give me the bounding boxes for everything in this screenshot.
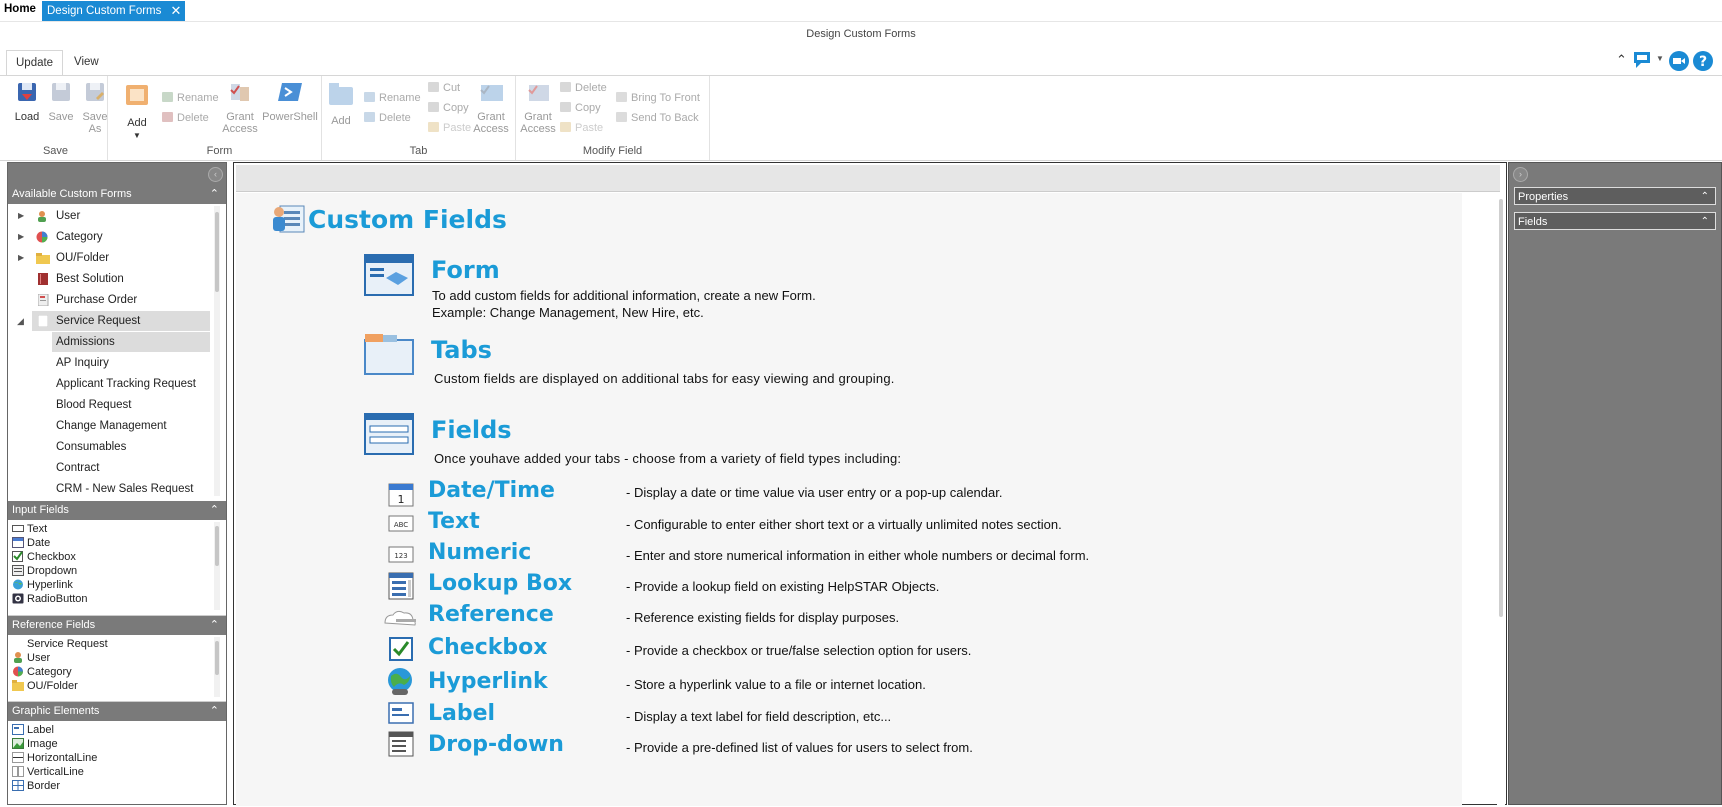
custom-fields-heading: Custom Fields — [308, 205, 507, 234]
add-tab-button[interactable]: Add — [326, 80, 356, 127]
load-button[interactable]: Load — [12, 80, 42, 123]
close-tab-icon[interactable]: ✕ — [170, 3, 182, 18]
ribbon-tab-view-options[interactable]: View — [74, 56, 99, 68]
field-desc-label: - Display a text label for field description, etc... — [626, 709, 892, 724]
collapse-section-icon[interactable]: ⌃ — [1700, 191, 1709, 202]
collapse-left-panel-button[interactable]: ‹ — [208, 167, 223, 182]
lookup-box-icon — [388, 572, 414, 600]
canvas-scroll-thumb[interactable] — [1499, 199, 1503, 617]
label-icon — [12, 724, 24, 735]
grant-access-tab-icon — [479, 80, 503, 104]
collapse-ribbon-icon[interactable]: ⌃ — [1616, 52, 1627, 67]
tree-node-crm-new-sales[interactable]: CRM - New Sales Request — [56, 483, 194, 495]
properties-section[interactable]: Properties ⌃ — [1514, 187, 1716, 205]
delete-field-button[interactable]: Delete — [560, 82, 607, 94]
camera-icon[interactable] — [1668, 50, 1690, 72]
help-icon[interactable] — [1692, 50, 1714, 72]
window-title: Design Custom Forms — [806, 28, 916, 40]
field-type-hyperlink: Hyperlink — [428, 669, 548, 694]
field-type-lookup-box: Lookup Box — [428, 571, 573, 596]
custom-fields-icon — [270, 203, 306, 235]
folder-icon — [12, 680, 24, 691]
add-dropdown-icon[interactable]: ▼ — [133, 131, 141, 140]
field-desc-reference: - Reference existing fields for display purposes. — [626, 610, 900, 625]
input-fields-scrollbar[interactable] — [214, 522, 220, 610]
folder-icon — [36, 253, 50, 264]
copy-tab-button[interactable]: Copy — [428, 102, 469, 114]
form-icon — [364, 254, 414, 296]
tab-label: Design Custom Forms — [47, 5, 162, 17]
fields-section[interactable]: Fields ⌃ — [1514, 212, 1716, 230]
input-field-radiobutton[interactable]: RadioButton — [12, 592, 88, 606]
text-field-icon — [12, 523, 24, 534]
send-to-back-icon — [616, 112, 627, 122]
tree-node-contract[interactable]: Contract — [56, 462, 100, 474]
rename-icon — [162, 92, 173, 102]
dropdown-field-icon — [12, 565, 24, 576]
canvas-tab-strip — [236, 165, 1500, 192]
ribbon — [0, 75, 1722, 161]
tree-node-blood-request[interactable]: Blood Request — [56, 399, 132, 411]
input-fields-list — [8, 520, 226, 616]
form-desc-line1: To add custom fields for additional information, create a new Form. — [432, 288, 816, 303]
collapse-section-icon[interactable]: ⌃ — [209, 504, 219, 516]
scroll-thumb[interactable] — [215, 641, 219, 675]
graphic-element-horizontal-line[interactable]: HorizontalLine — [12, 751, 97, 765]
fields-icon — [364, 413, 414, 455]
ribbon-group-modify-field — [516, 76, 710, 160]
reference-field-service-request[interactable]: Service Request — [12, 637, 108, 651]
ribbon-group-tab — [322, 76, 516, 160]
field-desc-lookup-box: - Provide a lookup field on existing HelpSTAR Objects. — [626, 579, 940, 594]
copy-field-button[interactable]: Copy — [560, 102, 601, 114]
paste-icon — [428, 122, 439, 132]
svg-text:1: 1 — [397, 493, 405, 506]
collapse-section-icon[interactable]: ⌃ — [209, 619, 219, 631]
group-label-save: Save — [42, 145, 69, 157]
checkbox-field-icon — [12, 551, 24, 562]
load-icon — [15, 80, 39, 104]
field-type-datetime: Date/Time — [428, 478, 555, 503]
field-desc-hyperlink: - Store a hyperlink value to a file or internet location. — [626, 677, 926, 692]
tab-design-custom-forms[interactable] — [42, 1, 185, 21]
canvas-scrollbar[interactable] — [1497, 193, 1505, 805]
label-field-icon — [388, 701, 414, 725]
tree-node-best-solution[interactable]: Best Solution — [12, 269, 124, 289]
left-panel — [7, 162, 227, 805]
powershell-icon — [278, 80, 302, 104]
scroll-thumb[interactable] — [215, 212, 219, 292]
image-icon — [12, 738, 24, 749]
input-field-checkbox[interactable]: Checkbox — [12, 550, 76, 564]
chat-icon[interactable] — [1632, 50, 1654, 70]
available-forms-header: Available Custom Forms ⌃ — [8, 185, 226, 204]
fields-title: Fields — [431, 416, 512, 444]
horizontal-line-icon — [12, 752, 24, 763]
graphic-elements-header: Graphic Elements ⌃ — [8, 702, 226, 721]
book-icon — [38, 273, 48, 285]
grant-access-tab-button[interactable]: Grant Access — [472, 80, 510, 135]
fields-desc: Once youhave added your tabs - choose from a variety of field types including: — [434, 451, 902, 466]
copy-icon — [428, 102, 439, 112]
tree-node-applicant-tracking[interactable]: Applicant Tracking Request — [56, 378, 196, 390]
field-desc-checkbox: - Provide a checkbox or true/false selection option for users. — [626, 643, 972, 658]
dropdown-field-icon — [388, 731, 414, 757]
collapse-section-icon[interactable]: ⌃ — [1700, 216, 1709, 227]
collapse-section-icon[interactable]: ⌃ — [209, 705, 219, 717]
checkbox-icon — [388, 636, 414, 662]
date-time-icon — [388, 481, 414, 507]
add-tab-icon — [326, 80, 356, 108]
graphic-element-label[interactable]: Label — [12, 723, 54, 737]
svg-text:?: ? — [1698, 54, 1708, 70]
field-type-dropdown: Drop-down — [428, 732, 564, 757]
save-button[interactable]: Save — [46, 80, 76, 123]
save-as-icon — [83, 80, 107, 104]
svg-text:ABC: ABC — [393, 521, 409, 529]
date-field-icon — [12, 537, 24, 548]
grant-access-field-button[interactable]: Grant Access — [520, 80, 556, 135]
ribbon-group-form — [118, 76, 322, 160]
field-desc-dropdown: - Provide a pre-defined list of values for users to select from. — [626, 740, 973, 755]
input-fields-header: Input Fields ⌃ — [8, 501, 226, 520]
svg-text:123: 123 — [394, 552, 408, 560]
form-desc-line2: Example: Change Management, New Hire, etc. — [432, 305, 704, 320]
design-canvas-panel — [233, 162, 1507, 805]
paste-field-icon — [560, 122, 571, 132]
field-type-checkbox: Checkbox — [428, 635, 548, 660]
grant-access-form-button[interactable]: Grant Access — [222, 80, 258, 135]
purchase-order-icon — [38, 294, 49, 306]
tree-node-user[interactable]: ▶ User — [12, 206, 80, 226]
save-icon — [49, 80, 73, 104]
rename-tab-button[interactable]: Rename — [364, 92, 421, 104]
send-to-back-button[interactable]: Send To Back — [616, 112, 699, 124]
graphic-element-image[interactable]: Image — [12, 737, 58, 751]
tree-node-admissions[interactable]: Admissions — [52, 332, 210, 352]
delete-tab-icon — [364, 112, 375, 122]
powershell-button[interactable]: PowerShell — [262, 80, 318, 123]
tabs-desc: Custom fields are displayed on additional tabs for easy viewing and grouping. — [434, 371, 895, 386]
user-icon — [36, 210, 48, 222]
right-panel — [1508, 162, 1722, 805]
category-icon — [36, 231, 48, 243]
field-type-text: Text — [428, 509, 480, 534]
collapse-icon[interactable]: ◢ — [17, 316, 24, 326]
forms-tree-scrollbar[interactable] — [214, 206, 220, 496]
radiobutton-field-icon — [12, 593, 24, 604]
tree-node-consumables[interactable]: Consumables — [56, 441, 127, 453]
save-as-button[interactable]: Save As — [80, 80, 110, 135]
category-icon — [12, 666, 24, 677]
collapse-right-panel-button[interactable]: › — [1513, 167, 1528, 182]
vertical-line-icon — [12, 766, 24, 777]
bring-to-front-button[interactable]: Bring To Front — [616, 92, 700, 104]
input-field-date[interactable]: Date — [12, 536, 50, 550]
tree-node-category[interactable]: ▶ Category — [12, 227, 103, 247]
paste-tab-button[interactable]: Paste — [428, 122, 471, 134]
graphic-element-border[interactable]: Border — [12, 779, 60, 793]
field-type-reference: Reference — [428, 602, 554, 627]
field-desc-numeric: - Enter and store numerical information in either whole numbers or decimal form. — [626, 548, 1090, 563]
delete-tab-button[interactable]: Delete — [364, 112, 411, 124]
tree-node-purchase-order[interactable]: Purchase Order — [12, 290, 137, 310]
chat-dropdown-icon[interactable]: ▼ — [1656, 54, 1664, 63]
document-tab-bar — [0, 0, 1722, 22]
left-panel-toolbar — [8, 163, 226, 185]
graphic-elements-list — [8, 721, 226, 796]
custom-fields-welcome — [236, 193, 1462, 806]
collapse-section-icon[interactable]: ⌃ — [209, 188, 219, 200]
delete-icon — [162, 112, 173, 122]
group-label-form: Form — [206, 145, 233, 157]
hyperlink-field-icon — [12, 579, 24, 590]
tree-node-ap-inquiry[interactable]: AP Inquiry — [56, 357, 109, 369]
ribbon-tab-update[interactable]: Update — [6, 50, 63, 76]
available-forms-tree — [8, 204, 226, 501]
rename-form-button[interactable]: Rename — [162, 92, 219, 104]
tabs-title: Tabs — [431, 336, 492, 364]
paste-field-button[interactable]: Paste — [560, 122, 603, 134]
tabs-icon — [364, 333, 414, 375]
rename-tab-icon — [364, 92, 375, 102]
border-icon — [12, 780, 24, 791]
scroll-thumb[interactable] — [215, 526, 219, 566]
ribbon-group-save — [4, 76, 108, 160]
tree-node-change-management[interactable]: Change Management — [56, 420, 167, 432]
cut-tab-button[interactable]: Cut — [428, 82, 460, 94]
document-icon — [38, 315, 48, 327]
grant-access-icon — [228, 80, 252, 104]
field-desc-datetime: - Display a date or time value via user entry or a pop-up calendar. — [626, 485, 1003, 500]
reference-field-ou-folder[interactable]: OU/Folder — [12, 679, 78, 693]
group-label-modify-field: Modify Field — [582, 145, 643, 157]
grant-access-field-icon — [526, 80, 550, 104]
tab-home[interactable]: Home — [4, 3, 36, 15]
reference-fields-list — [8, 635, 226, 702]
numeric-icon — [388, 544, 414, 566]
reference-fields-header: Reference Fields ⌃ — [8, 616, 226, 635]
input-field-dropdown[interactable]: Dropdown — [12, 564, 77, 578]
delete-form-button[interactable]: Delete — [162, 112, 209, 124]
document-icon — [12, 638, 24, 649]
text-icon — [388, 513, 414, 535]
expand-icon[interactable]: ▶ — [18, 211, 25, 220]
input-field-hyperlink[interactable]: Hyperlink — [12, 578, 73, 592]
reference-icon — [382, 607, 418, 629]
copy-field-icon — [560, 102, 571, 112]
tree-node-service-request[interactable]: ◢ Service Request — [32, 311, 210, 331]
reference-field-category[interactable]: Category — [12, 665, 72, 679]
graphic-element-vertical-line[interactable]: VerticalLine — [12, 765, 84, 779]
add-form-icon — [122, 80, 152, 110]
form-title: Form — [431, 256, 500, 284]
reference-fields-scrollbar[interactable] — [214, 637, 220, 697]
expand-icon[interactable]: ▶ — [18, 232, 25, 241]
reference-field-user[interactable]: User — [12, 651, 50, 665]
delete-field-icon — [560, 82, 571, 92]
input-field-text[interactable]: Text — [12, 522, 47, 536]
group-label-tab: Tab — [409, 145, 428, 157]
field-type-label: Label — [428, 701, 496, 726]
field-desc-text: - Configurable to enter either short text or a virtually unlimited notes section. — [626, 517, 1062, 532]
hyperlink-icon — [386, 667, 414, 697]
field-type-numeric: Numeric — [428, 540, 532, 565]
bring-to-front-icon — [616, 92, 627, 102]
tree-node-ou-folder[interactable]: ▶ OU/Folder — [12, 248, 109, 268]
expand-icon[interactable]: ▶ — [18, 253, 25, 262]
user-icon — [12, 652, 24, 663]
window-tools — [1616, 50, 1716, 72]
cut-icon — [428, 82, 439, 92]
add-form-button[interactable]: Add ▼ — [122, 80, 152, 142]
